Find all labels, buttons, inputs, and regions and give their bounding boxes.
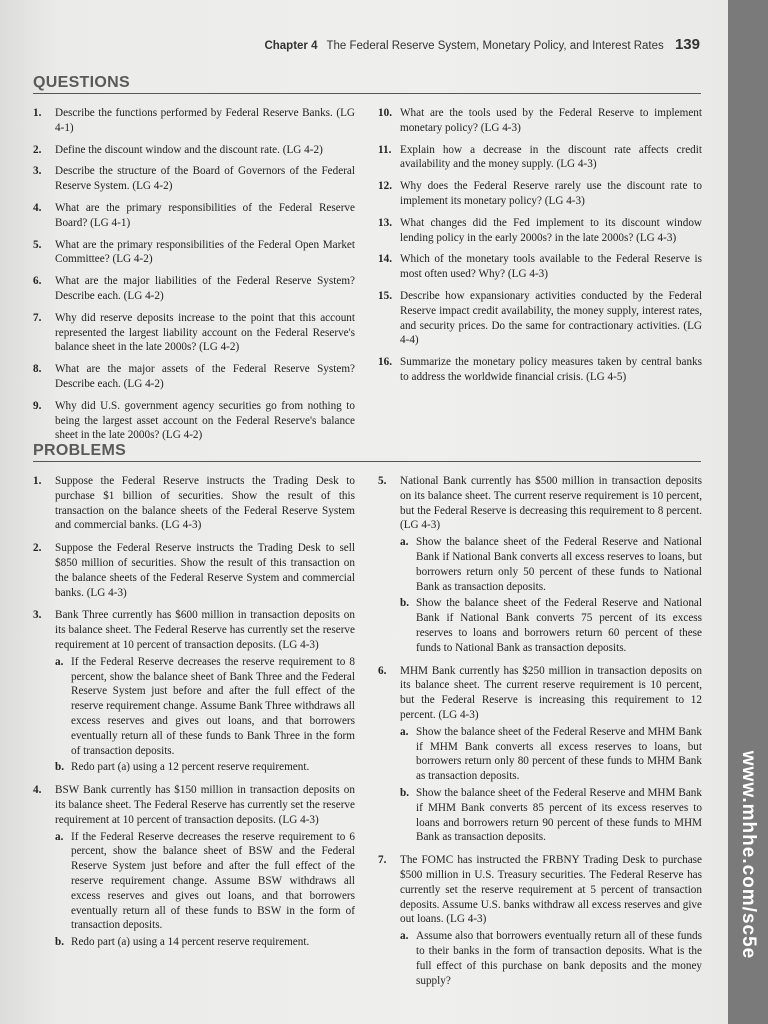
item-number: 6. xyxy=(33,275,42,288)
question-item xyxy=(378,106,702,136)
question-item xyxy=(378,252,702,282)
question-item xyxy=(378,289,702,348)
sub-item-text: Show the balance sheet of the Federal Reserve and National Bank if National Bank converts all excess reserves to loans, but borrowers return only 50 percent of these funds to National Bank as transaction deposits. xyxy=(416,536,702,593)
running-head xyxy=(264,36,700,53)
item-text: Suppose the Federal Reserve instructs the Trading Desk to sell $850 million of securities. Show the result of this transaction on the balance sheets of the Federal Reserve System and commercial banks. (LG 4-3) xyxy=(55,542,355,599)
sidebar-url: www.mhhe.com/sc5e xyxy=(738,750,759,960)
item-text: Define the discount window and the discount rate. (LG 4-2) xyxy=(55,143,323,156)
item-number: 10. xyxy=(378,107,392,119)
problem-item xyxy=(378,853,702,988)
item-number: 3. xyxy=(33,609,42,622)
item-body xyxy=(400,474,702,656)
problems-left-column xyxy=(33,474,355,958)
item-text: What are the major assets of the Federal Reserve System? Describe each. (LG 4-2) xyxy=(55,363,355,390)
question-item xyxy=(33,238,355,268)
item-number: 7. xyxy=(378,854,387,867)
page-number: 139 xyxy=(674,36,700,53)
item-body xyxy=(55,783,355,950)
item-number: 5. xyxy=(33,238,42,251)
item-number: 7. xyxy=(33,311,42,324)
question-item xyxy=(378,216,702,246)
item-body xyxy=(55,274,355,304)
item-text: What are the tools used by the Federal Reserve to implement monetary policy? (LG 4-3) xyxy=(400,107,702,134)
item-body xyxy=(55,541,355,600)
sub-item-text: Redo part (a) using a 12 percent reserve requirement. xyxy=(71,761,310,774)
item-body xyxy=(400,289,702,348)
sub-item-letter: a. xyxy=(55,830,64,843)
sub-item-text: Show the balance sheet of the Federal Reserve and MHM Bank if MHM Bank converts 85 percent of its excess reserves to loans and borrowers return 90 percent of these funds to MHM Bank as transaction deposits. xyxy=(416,786,702,844)
item-number: 4. xyxy=(33,201,42,214)
sub-item xyxy=(400,725,702,784)
item-text: Explain how a decrease in the discount rate affects credit availability and the money supply. (LG 4-3) xyxy=(400,143,702,171)
item-number: 6. xyxy=(378,664,387,677)
sub-item-text: Assume also that borrowers eventually return all of these funds to their banks in the form of transaction deposits. What is the full effect of this purchase on bank deposits and the money supply? xyxy=(416,930,702,987)
sub-item xyxy=(400,596,702,655)
item-text: MHM Bank currently has $250 million in transaction deposits on its balance sheet. The current reserve requirement is 10 percent, but the Federal Reserve is increasing this requirement to 12 percent. (LG 4-3) xyxy=(400,664,702,721)
item-text: Summarize the monetary policy measures taken by central banks to address the worldwide financial crisis. (LG 4-5) xyxy=(400,356,702,383)
question-item xyxy=(378,143,702,173)
item-body xyxy=(400,143,702,173)
chapter-title: The Federal Reserve System, Monetary Policy, and Interest Rates xyxy=(326,40,664,52)
question-item xyxy=(378,355,702,385)
problem-item xyxy=(33,541,355,600)
item-body xyxy=(55,201,355,231)
sub-item-text: Redo part (a) using a 14 percent reserve requirement. xyxy=(71,936,310,949)
item-number: 14. xyxy=(378,253,392,266)
sub-item-letter: a. xyxy=(400,930,409,943)
item-text: Describe the functions performed by Federal Reserve Banks. (LG 4-1) xyxy=(55,107,355,134)
item-number: 15. xyxy=(378,289,392,302)
question-item xyxy=(33,399,355,443)
sub-item-letter: b. xyxy=(400,786,410,799)
sub-item xyxy=(55,655,355,759)
item-text: What changes did the Fed implement to its discount window lending policy in the early 2000s? in the late 2000s? (LG 4-3) xyxy=(400,216,702,244)
problems-right-column xyxy=(378,474,702,996)
item-text: What are the primary responsibilities of the Federal Open Market Committee? (LG 4-2) xyxy=(55,238,355,266)
item-text: Describe the structure of the Board of Governors of the Federal Reserve System. (LG 4-2) xyxy=(55,165,355,193)
item-number: 3. xyxy=(33,165,42,178)
item-text: What are the primary responsibilities of the Federal Reserve Board? (LG 4-1) xyxy=(55,201,355,229)
item-body xyxy=(55,399,355,443)
item-number: 1. xyxy=(33,475,42,487)
item-text: National Bank currently has $500 million in transaction deposits on its balance sheet. The current reserve requirement is 10 percent, but the Federal Reserve is decreasing this requirement to 8 percent. (LG 4-3) xyxy=(400,475,702,532)
item-body xyxy=(55,311,355,355)
item-number: 11. xyxy=(378,143,392,156)
sub-item xyxy=(55,830,355,934)
item-body xyxy=(400,179,702,209)
item-number: 13. xyxy=(378,216,392,229)
item-text: What are the major liabilities of the Federal Reserve System? Describe each. (LG 4-2) xyxy=(55,275,355,302)
question-item xyxy=(33,106,355,136)
item-text: Why did reserve deposits increase to the point that this account represented the largest liability account on the Federal Reserve's balance sheet in the late 2000s? (LG 4-2) xyxy=(55,311,355,354)
item-body xyxy=(400,853,702,988)
item-number: 4. xyxy=(33,784,42,797)
sub-item-letter: a. xyxy=(400,725,409,738)
item-body xyxy=(55,362,355,392)
item-text: Why does the Federal Reserve rarely use the discount rate to implement its monetary policy? (LG 4-3) xyxy=(400,180,702,207)
sub-item-letter: a. xyxy=(400,536,409,549)
question-item xyxy=(33,164,355,194)
sub-item-text: If the Federal Reserve decreases the reserve requirement to 8 percent, show the balance sheet of Bank Three and the Federal Reserve System just before and after the full effect of the reserve requirement change. Assume Bank Three withdraws all excess reserves and gives out loans, and that borrowers eventually return all of these funds to Bank Three in the form of transaction deposits. xyxy=(71,655,355,757)
item-body xyxy=(55,238,355,268)
item-body xyxy=(55,106,355,136)
item-number: 2. xyxy=(33,542,42,555)
sub-item xyxy=(400,929,702,988)
problem-item xyxy=(378,474,702,656)
problems-heading: PROBLEMS xyxy=(33,442,701,462)
item-body xyxy=(400,106,702,136)
sub-item-text: If the Federal Reserve decreases the reserve requirement to 6 percent, show the balance sheet of BSW and the Federal Reserve System just before and after the full effect of the reserve requirement change. Assume BSW withdraws all excess reserves and gives out loans, and that borrowers eventually return all of these funds to BSW in the form of transaction deposits. xyxy=(71,830,355,932)
sub-item-letter: a. xyxy=(55,655,64,668)
problem-item xyxy=(33,608,355,775)
item-number: 9. xyxy=(33,399,42,412)
item-text: Which of the monetary tools available to the Federal Reserve is most often used? Why? (LG 4-3) xyxy=(400,253,702,281)
item-text: Suppose the Federal Reserve instructs the Trading Desk to purchase $1 billion of securities. Show the result of this transaction on the balance sheets of the Federal Reserve System and commercial banks. (LG 4-3) xyxy=(55,475,355,532)
item-body xyxy=(400,252,702,282)
item-body xyxy=(400,664,702,846)
question-item xyxy=(33,362,355,392)
item-number: 2. xyxy=(33,143,42,156)
item-number: 1. xyxy=(33,107,42,119)
question-item xyxy=(33,143,355,158)
questions-left-column xyxy=(33,106,355,450)
question-item xyxy=(33,311,355,355)
question-item xyxy=(33,201,355,231)
sub-item-text: Show the balance sheet of the Federal Reserve and National Bank if National Bank converts 75 percent of its excess reserves to loans and borrowers return 60 percent of these funds to National Bank as transaction deposits. xyxy=(416,597,702,654)
sub-item-letter: b. xyxy=(55,761,65,774)
sub-item-letter: b. xyxy=(55,936,65,949)
questions-right-column xyxy=(378,106,702,392)
sub-item-letter: b. xyxy=(400,597,410,610)
item-body xyxy=(400,355,702,385)
question-item xyxy=(378,179,702,209)
chapter-label: Chapter 4 xyxy=(264,40,318,52)
sub-item-text: Show the balance sheet of the Federal Reserve and MHM Bank if MHM Bank converts all excess reserves to loans, but borrowers return only 80 percent of these funds to MHM Bank as transaction deposits. xyxy=(416,725,702,783)
sub-item xyxy=(400,786,702,845)
item-body xyxy=(55,164,355,194)
item-number: 5. xyxy=(378,475,387,487)
question-item xyxy=(33,274,355,304)
sub-item xyxy=(55,760,355,775)
item-number: 12. xyxy=(378,180,392,193)
sub-item xyxy=(400,535,702,594)
item-body xyxy=(55,608,355,775)
item-number: 16. xyxy=(378,356,392,369)
item-body xyxy=(400,216,702,246)
item-number: 8. xyxy=(33,363,42,376)
item-text: Describe how expansionary activities conducted by the Federal Reserve impact credit availability, the money supply, interest rates, and security prices. Do the same for contractionary activities. (LG 4-4) xyxy=(400,289,702,347)
item-text: Bank Three currently has $600 million in transaction deposits on its balance sheet. The Federal Reserve has currently set the reserve requirement at 10 percent of transaction deposits. (LG 4-3) xyxy=(55,609,355,651)
item-text: The FOMC has instructed the FRBNY Trading Desk to purchase $500 million in U.S. Treasury securities. The Federal Reserve has currently set the reserve requirement at 5 percent of transaction deposits. Assume U.S. banks withdraw all excess reserves and give out loans. (LG 4-3) xyxy=(400,854,702,926)
problem-item xyxy=(33,474,355,533)
questions-heading: QUESTIONS xyxy=(33,74,701,94)
sub-item xyxy=(55,935,355,950)
problem-item xyxy=(33,783,355,950)
item-body xyxy=(55,143,355,158)
item-text: BSW Bank currently has $150 million in transaction deposits on its balance sheet. The Federal Reserve has currently set the reserve requirement at 10 percent of transaction deposits. (LG 4-3) xyxy=(55,784,355,826)
item-text: Why did U.S. government agency securities go from nothing to being the largest asset account on the Federal Reserve's balance sheet in the late 2000s? (LG 4-2) xyxy=(55,399,355,442)
problem-item xyxy=(378,664,702,846)
item-body xyxy=(55,474,355,533)
